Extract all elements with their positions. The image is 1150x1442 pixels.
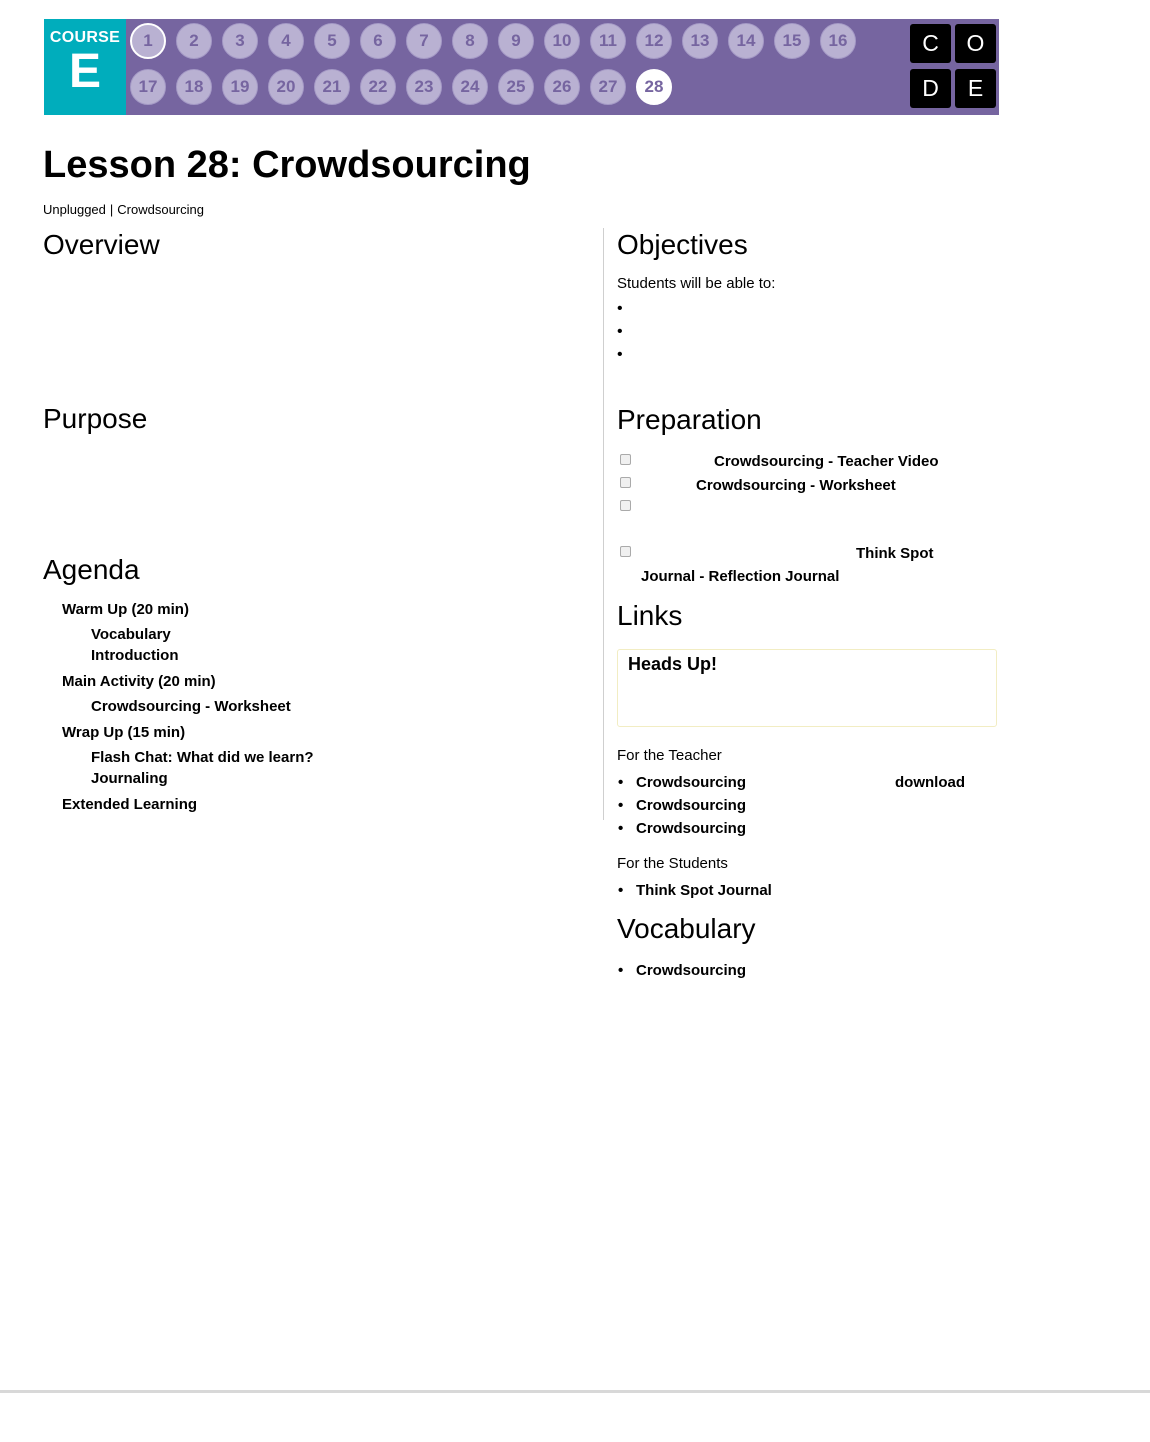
course-banner xyxy=(44,19,999,115)
prep-item[interactable] xyxy=(617,451,999,473)
lesson-bubble-15[interactable]: 15 xyxy=(774,23,810,59)
lesson-bubble-24[interactable]: 24 xyxy=(452,69,488,105)
resource-link[interactable]: Crowdsourcing xyxy=(636,820,747,837)
logo-letter-c: C xyxy=(910,24,951,63)
objective-item xyxy=(617,300,637,323)
prep-checkbox[interactable] xyxy=(620,477,631,488)
agenda-group xyxy=(62,672,562,717)
page-title: Lesson 28: Crowdsourcing xyxy=(43,144,531,186)
lesson-bubble-7[interactable]: 7 xyxy=(406,23,442,59)
lesson-bubble-14[interactable]: 14 xyxy=(728,23,764,59)
teacher-link-item xyxy=(617,797,999,820)
lesson-bubble-2[interactable]: 2 xyxy=(176,23,212,59)
teacher-links-list xyxy=(617,774,999,843)
prep-item-text[interactable]: Crowdsourcing - Worksheet xyxy=(696,477,896,494)
agenda-item-link[interactable]: Crowdsourcing - Worksheet xyxy=(91,698,291,715)
agenda-item-link[interactable]: Vocabulary xyxy=(91,626,171,643)
agenda-group xyxy=(62,723,562,789)
lesson-bubble-23[interactable]: 23 xyxy=(406,69,442,105)
logo-letter-o: O xyxy=(955,24,996,63)
objectives-list xyxy=(617,300,637,369)
vocabulary-heading: Vocabulary xyxy=(617,913,756,944)
column-divider xyxy=(603,228,604,820)
lesson-bubble-9[interactable]: 9 xyxy=(498,23,534,59)
agenda-list xyxy=(62,600,562,821)
logo-letter-d: D xyxy=(910,69,951,108)
heads-up-box xyxy=(617,649,997,727)
lesson-bubble-25[interactable]: 25 xyxy=(498,69,534,105)
heads-up-title: Heads Up! xyxy=(628,654,718,674)
subtitle-separator: | xyxy=(109,202,114,217)
lesson-bubble-11[interactable]: 11 xyxy=(590,23,626,59)
lesson-bubble-8[interactable]: 8 xyxy=(452,23,488,59)
agenda-group xyxy=(62,600,562,666)
prep-item-text[interactable]: Crowdsourcing - Teacher Video xyxy=(714,453,939,470)
vocabulary-list xyxy=(617,962,999,985)
links-heading: Links xyxy=(617,600,683,631)
lesson-bubble-13[interactable]: 13 xyxy=(682,23,718,59)
lesson-bubble-27[interactable]: 27 xyxy=(590,69,626,105)
teacher-links-label: For the Teacher xyxy=(617,747,722,764)
student-links-label: For the Students xyxy=(617,855,728,872)
agenda-heading: Agenda xyxy=(43,554,140,585)
lesson-bubble-12[interactable]: 12 xyxy=(636,23,672,59)
lesson-bubble-5[interactable]: 5 xyxy=(314,23,350,59)
lesson-bubble-3[interactable]: 3 xyxy=(222,23,258,59)
lesson-bubble-1[interactable]: 1 xyxy=(130,23,166,59)
agenda-section-link[interactable]: Wrap Up (15 min) xyxy=(62,724,186,741)
lesson-row-1 xyxy=(130,23,890,61)
teacher-link-item xyxy=(617,774,999,797)
agenda-section-link[interactable]: Extended Learning xyxy=(62,796,198,813)
lesson-topic: Crowdsourcing xyxy=(117,202,204,217)
student-link-item xyxy=(617,882,999,905)
lesson-navigator xyxy=(130,23,890,115)
objectives-intro: Students will be able to: xyxy=(617,275,776,292)
student-links-list xyxy=(617,882,999,905)
objective-item xyxy=(617,323,637,346)
prep-checkbox[interactable] xyxy=(620,454,631,465)
teacher-link-item xyxy=(617,820,999,843)
lesson-row-2 xyxy=(130,69,890,107)
course-badge[interactable] xyxy=(44,19,126,115)
objectives-heading: Objectives xyxy=(617,229,748,260)
lesson-bubble-18[interactable]: 18 xyxy=(176,69,212,105)
lesson-bubble-16[interactable]: 16 xyxy=(820,23,856,59)
lesson-type: Unplugged xyxy=(43,202,106,217)
lesson-bubble-28[interactable]: 28 xyxy=(636,69,672,105)
lesson-bubble-6[interactable]: 6 xyxy=(360,23,396,59)
agenda-group xyxy=(62,795,562,815)
agenda-item-link[interactable]: Introduction xyxy=(91,647,179,664)
logo-letter-e: E xyxy=(955,69,996,108)
course-letter: E xyxy=(68,45,101,98)
agenda-section-link[interactable]: Warm Up (20 min) xyxy=(62,601,189,618)
objective-item xyxy=(617,346,637,369)
lesson-bubble-21[interactable]: 21 xyxy=(314,69,350,105)
lesson-bubble-20[interactable]: 20 xyxy=(268,69,304,105)
prep-item[interactable] xyxy=(617,543,999,589)
prep-checkbox[interactable] xyxy=(620,546,631,557)
prep-checkbox[interactable] xyxy=(620,500,631,511)
lesson-bubble-22[interactable]: 22 xyxy=(360,69,396,105)
lesson-bubble-26[interactable]: 26 xyxy=(544,69,580,105)
lesson-subtitle xyxy=(43,202,204,217)
resource-link[interactable]: Think Spot Journal xyxy=(636,882,772,899)
code-org-logo[interactable] xyxy=(910,24,996,110)
vocabulary-term[interactable]: • Crowdsourcing xyxy=(617,962,999,985)
lesson-bubble-4[interactable]: 4 xyxy=(268,23,304,59)
lesson-bubble-10[interactable]: 10 xyxy=(544,23,580,59)
lesson-bubble-19[interactable]: 19 xyxy=(222,69,258,105)
footer-rule xyxy=(0,1390,1150,1393)
preparation-heading: Preparation xyxy=(617,404,762,435)
prep-item[interactable] xyxy=(617,474,999,496)
agenda-item-link[interactable]: Flash Chat: What did we learn? xyxy=(91,749,314,766)
prep-item-text[interactable]: Think Spot xyxy=(856,545,934,562)
agenda-item-link[interactable]: Journaling xyxy=(91,770,168,787)
prep-item[interactable] xyxy=(617,497,999,519)
agenda-section-link[interactable]: Main Activity (20 min) xyxy=(62,673,216,690)
resource-link[interactable]: Crowdsourcing xyxy=(636,774,747,791)
resource-link[interactable]: Crowdsourcing xyxy=(636,797,747,814)
lesson-bubble-17[interactable]: 17 xyxy=(130,69,166,105)
purpose-heading: Purpose xyxy=(43,403,148,434)
prep-item-text-continued[interactable]: Journal - Reflection Journal xyxy=(641,568,840,585)
download-link[interactable]: download xyxy=(895,774,965,791)
course-label: COURSE xyxy=(49,29,121,46)
overview-heading: Overview xyxy=(43,229,160,260)
